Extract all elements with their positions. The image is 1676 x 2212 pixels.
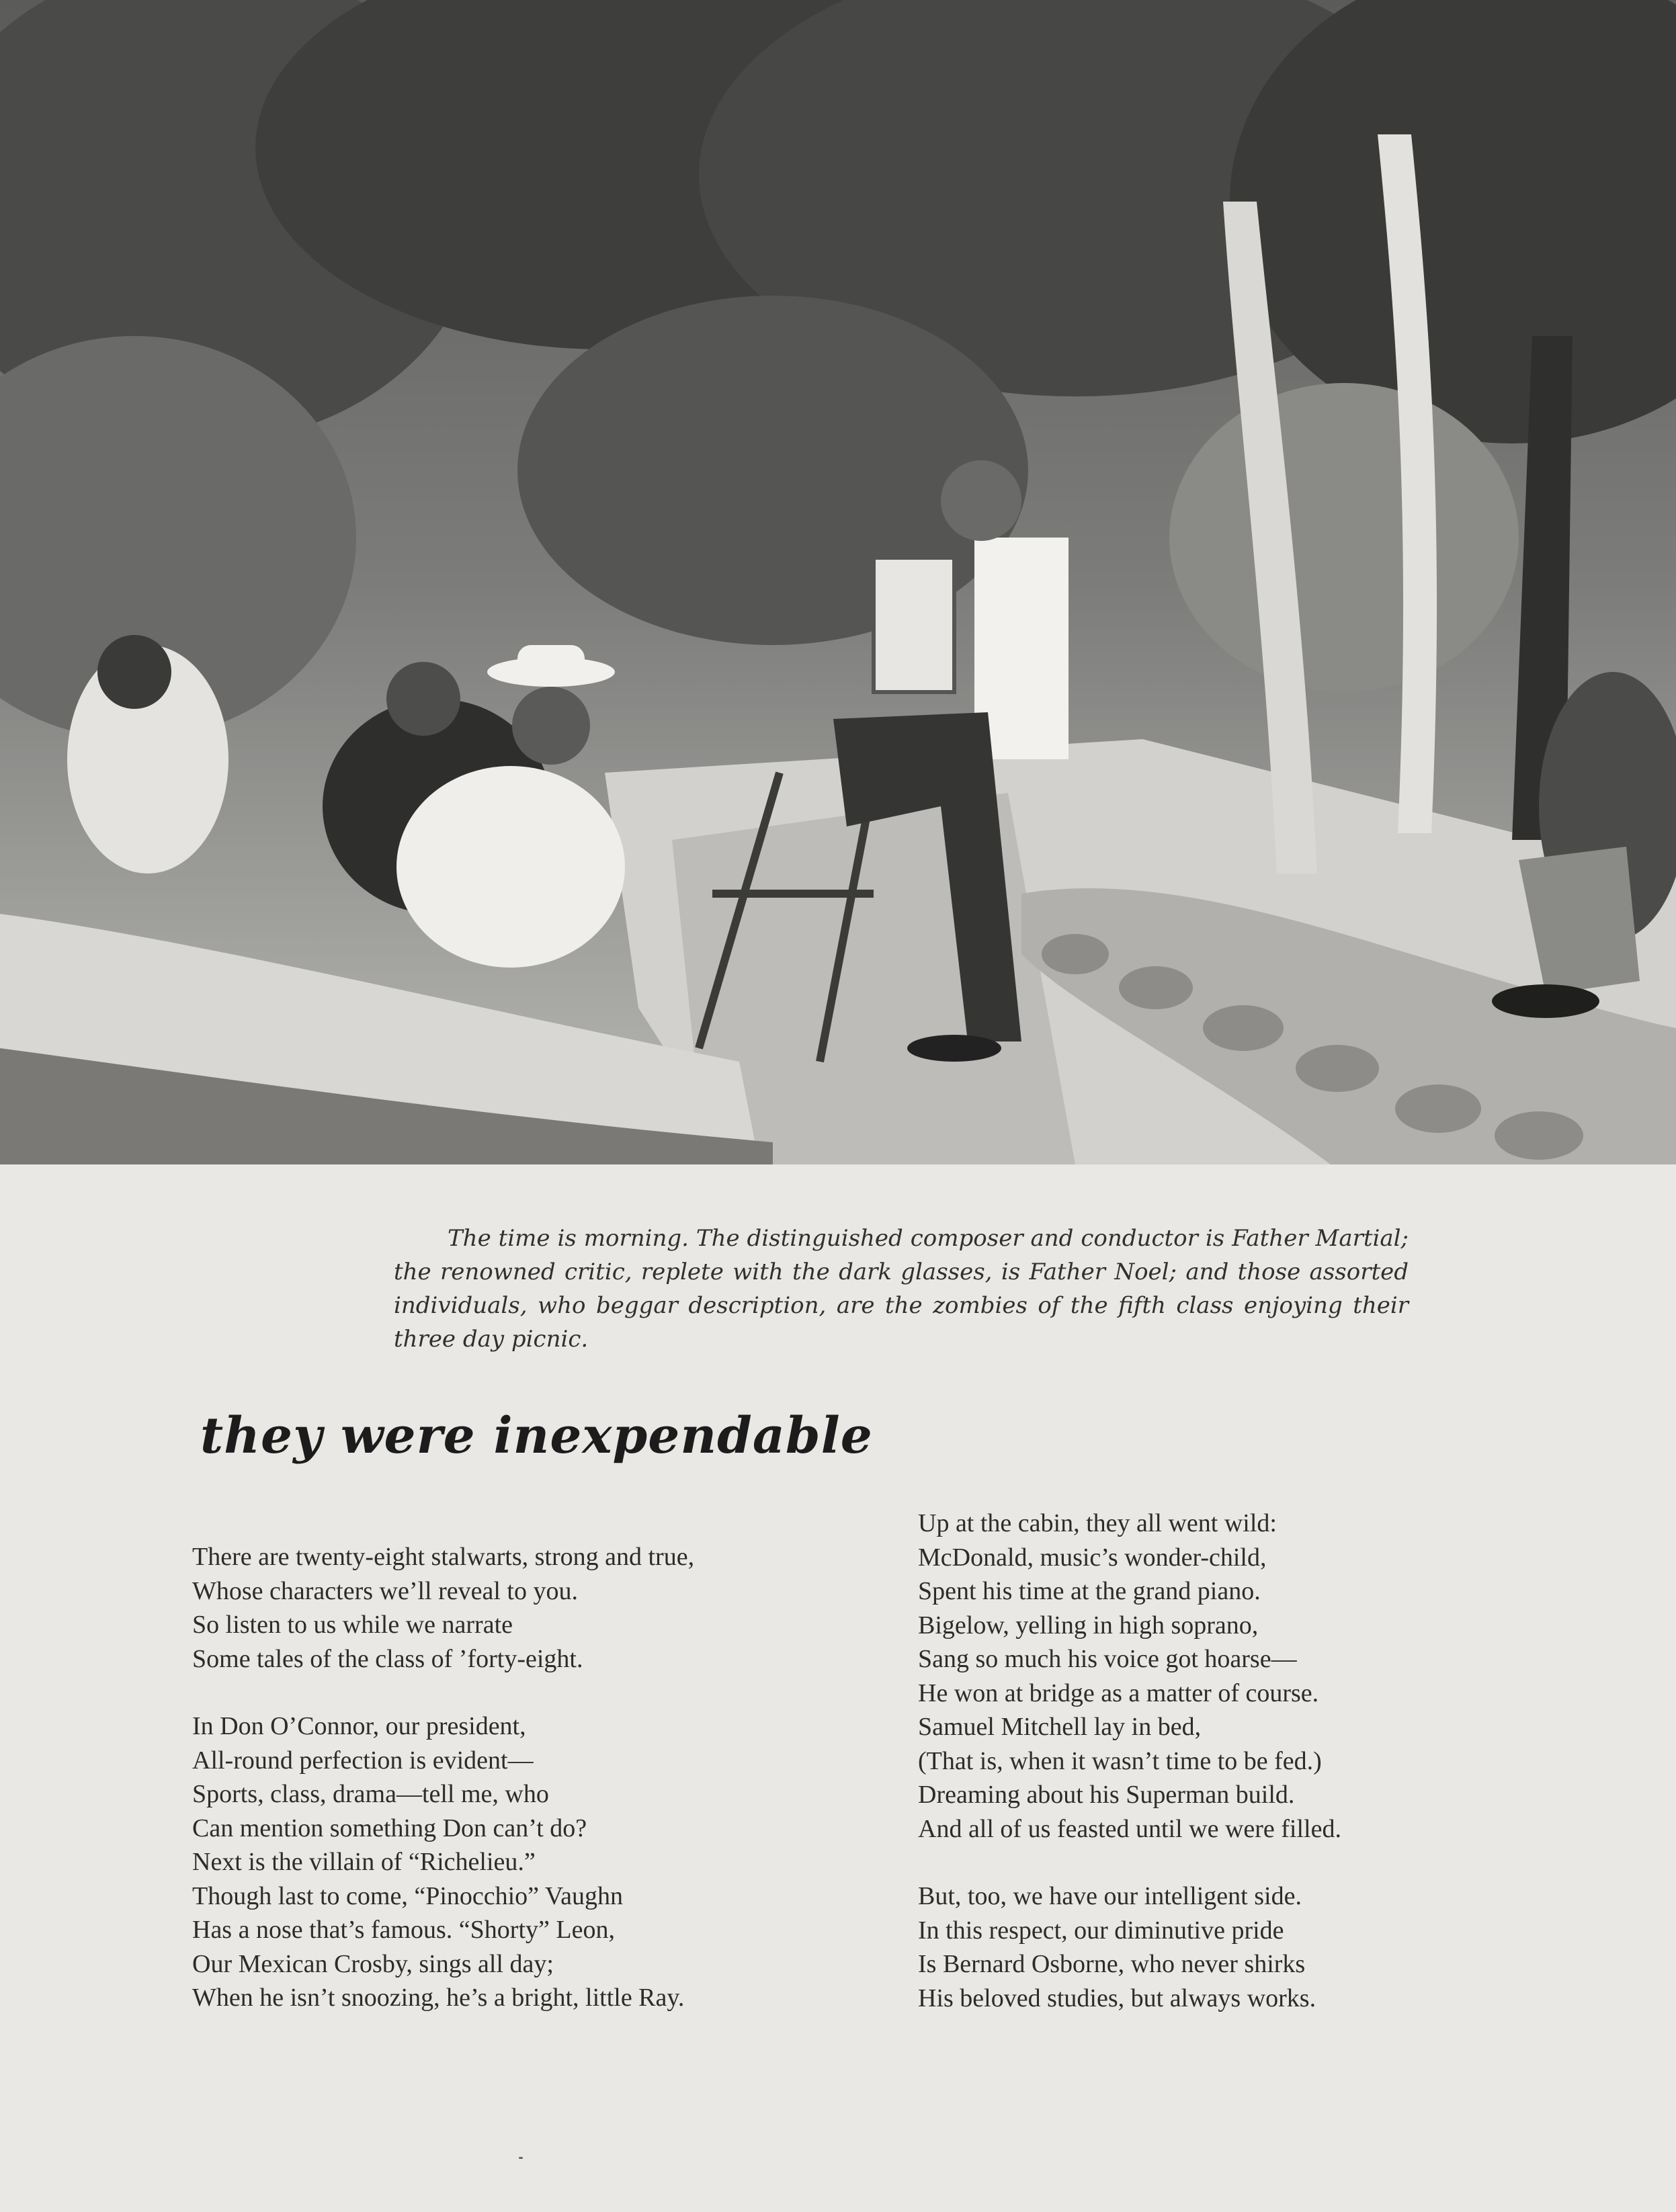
poem-line: In this respect, our diminutive pride	[918, 1916, 1284, 1945]
poem-line: His beloved studies, but always works.	[918, 1984, 1316, 2012]
poem-line: (That is, when it wasn’t time to be fed.)	[918, 1746, 1322, 1775]
poem-line: So listen to us while we narrate	[192, 1611, 513, 1639]
poem-line: Dreaming about his Superman build.	[918, 1781, 1295, 1809]
poem-column-right	[918, 1506, 1523, 2049]
poem-stanza	[192, 1709, 884, 2015]
poem-line: Is Bernard Osborne, who never shirks	[918, 1950, 1306, 1978]
poem-line: Our Mexican Crosby, sings all day;	[192, 1949, 554, 1978]
poem-line: Sports, class, drama—tell me, who	[192, 1780, 549, 1808]
print-speck	[519, 2157, 523, 2159]
poem-line: Some tales of the class of ’forty-eight.	[192, 1644, 583, 1673]
photo-caption: The time is morning. The distinguished composer and conductor is Father Martial; the renowned critic, replete with the dark glasses, is Father Noel; and those assorted individuals, who beggar description, are the zombies of the fifth class enjoying their three day picnic.	[394, 1225, 1409, 1353]
poem-line: Next is the villain of “Richelieu.”	[192, 1848, 536, 1876]
poem-line: Up at the cabin, they all went wild:	[918, 1509, 1277, 1537]
poem-line: Can mention something Don can’t do?	[192, 1814, 587, 1842]
poem-line: He won at bridge as a matter of course.	[918, 1678, 1319, 1707]
poem-line: There are twenty-eight stalwarts, strong and true,	[192, 1543, 695, 1571]
poem-line: In Don O’Connor, our president,	[192, 1712, 526, 1740]
poem-line: Bigelow, yelling in high soprano,	[918, 1611, 1259, 1640]
poem-line: McDonald, music’s wonder-child,	[918, 1543, 1267, 1572]
poem-line: When he isn’t snoozing, he’s a bright, little Ray.	[192, 1984, 685, 2012]
page-heading: they were inexpendable	[200, 1407, 873, 1465]
poem-line: Samuel Mitchell lay in bed,	[918, 1713, 1202, 1741]
poem-column-left	[192, 1540, 884, 2049]
poem-line: And all of us feasted until we were filled.	[918, 1814, 1341, 1843]
poem-stanza	[192, 1540, 884, 1676]
poem-line: Whose characters we’ll reveal to you.	[192, 1576, 578, 1605]
poem-line: Though last to come, “Pinocchio” Vaughn	[192, 1881, 623, 1910]
poem-line: Sang so much his voice got hoarse—	[918, 1645, 1297, 1673]
poem-stanza	[918, 1879, 1523, 2015]
poem-line: But, too, we have our intelligent side.	[918, 1882, 1302, 1910]
poem-line: All-round perfection is evident—	[192, 1746, 534, 1775]
poem-line: Has a nose that’s famous. “Shorty” Leon,	[192, 1916, 615, 1944]
poem-line: Spent his time at the grand piano.	[918, 1577, 1261, 1605]
poem-stanza	[918, 1506, 1523, 1846]
